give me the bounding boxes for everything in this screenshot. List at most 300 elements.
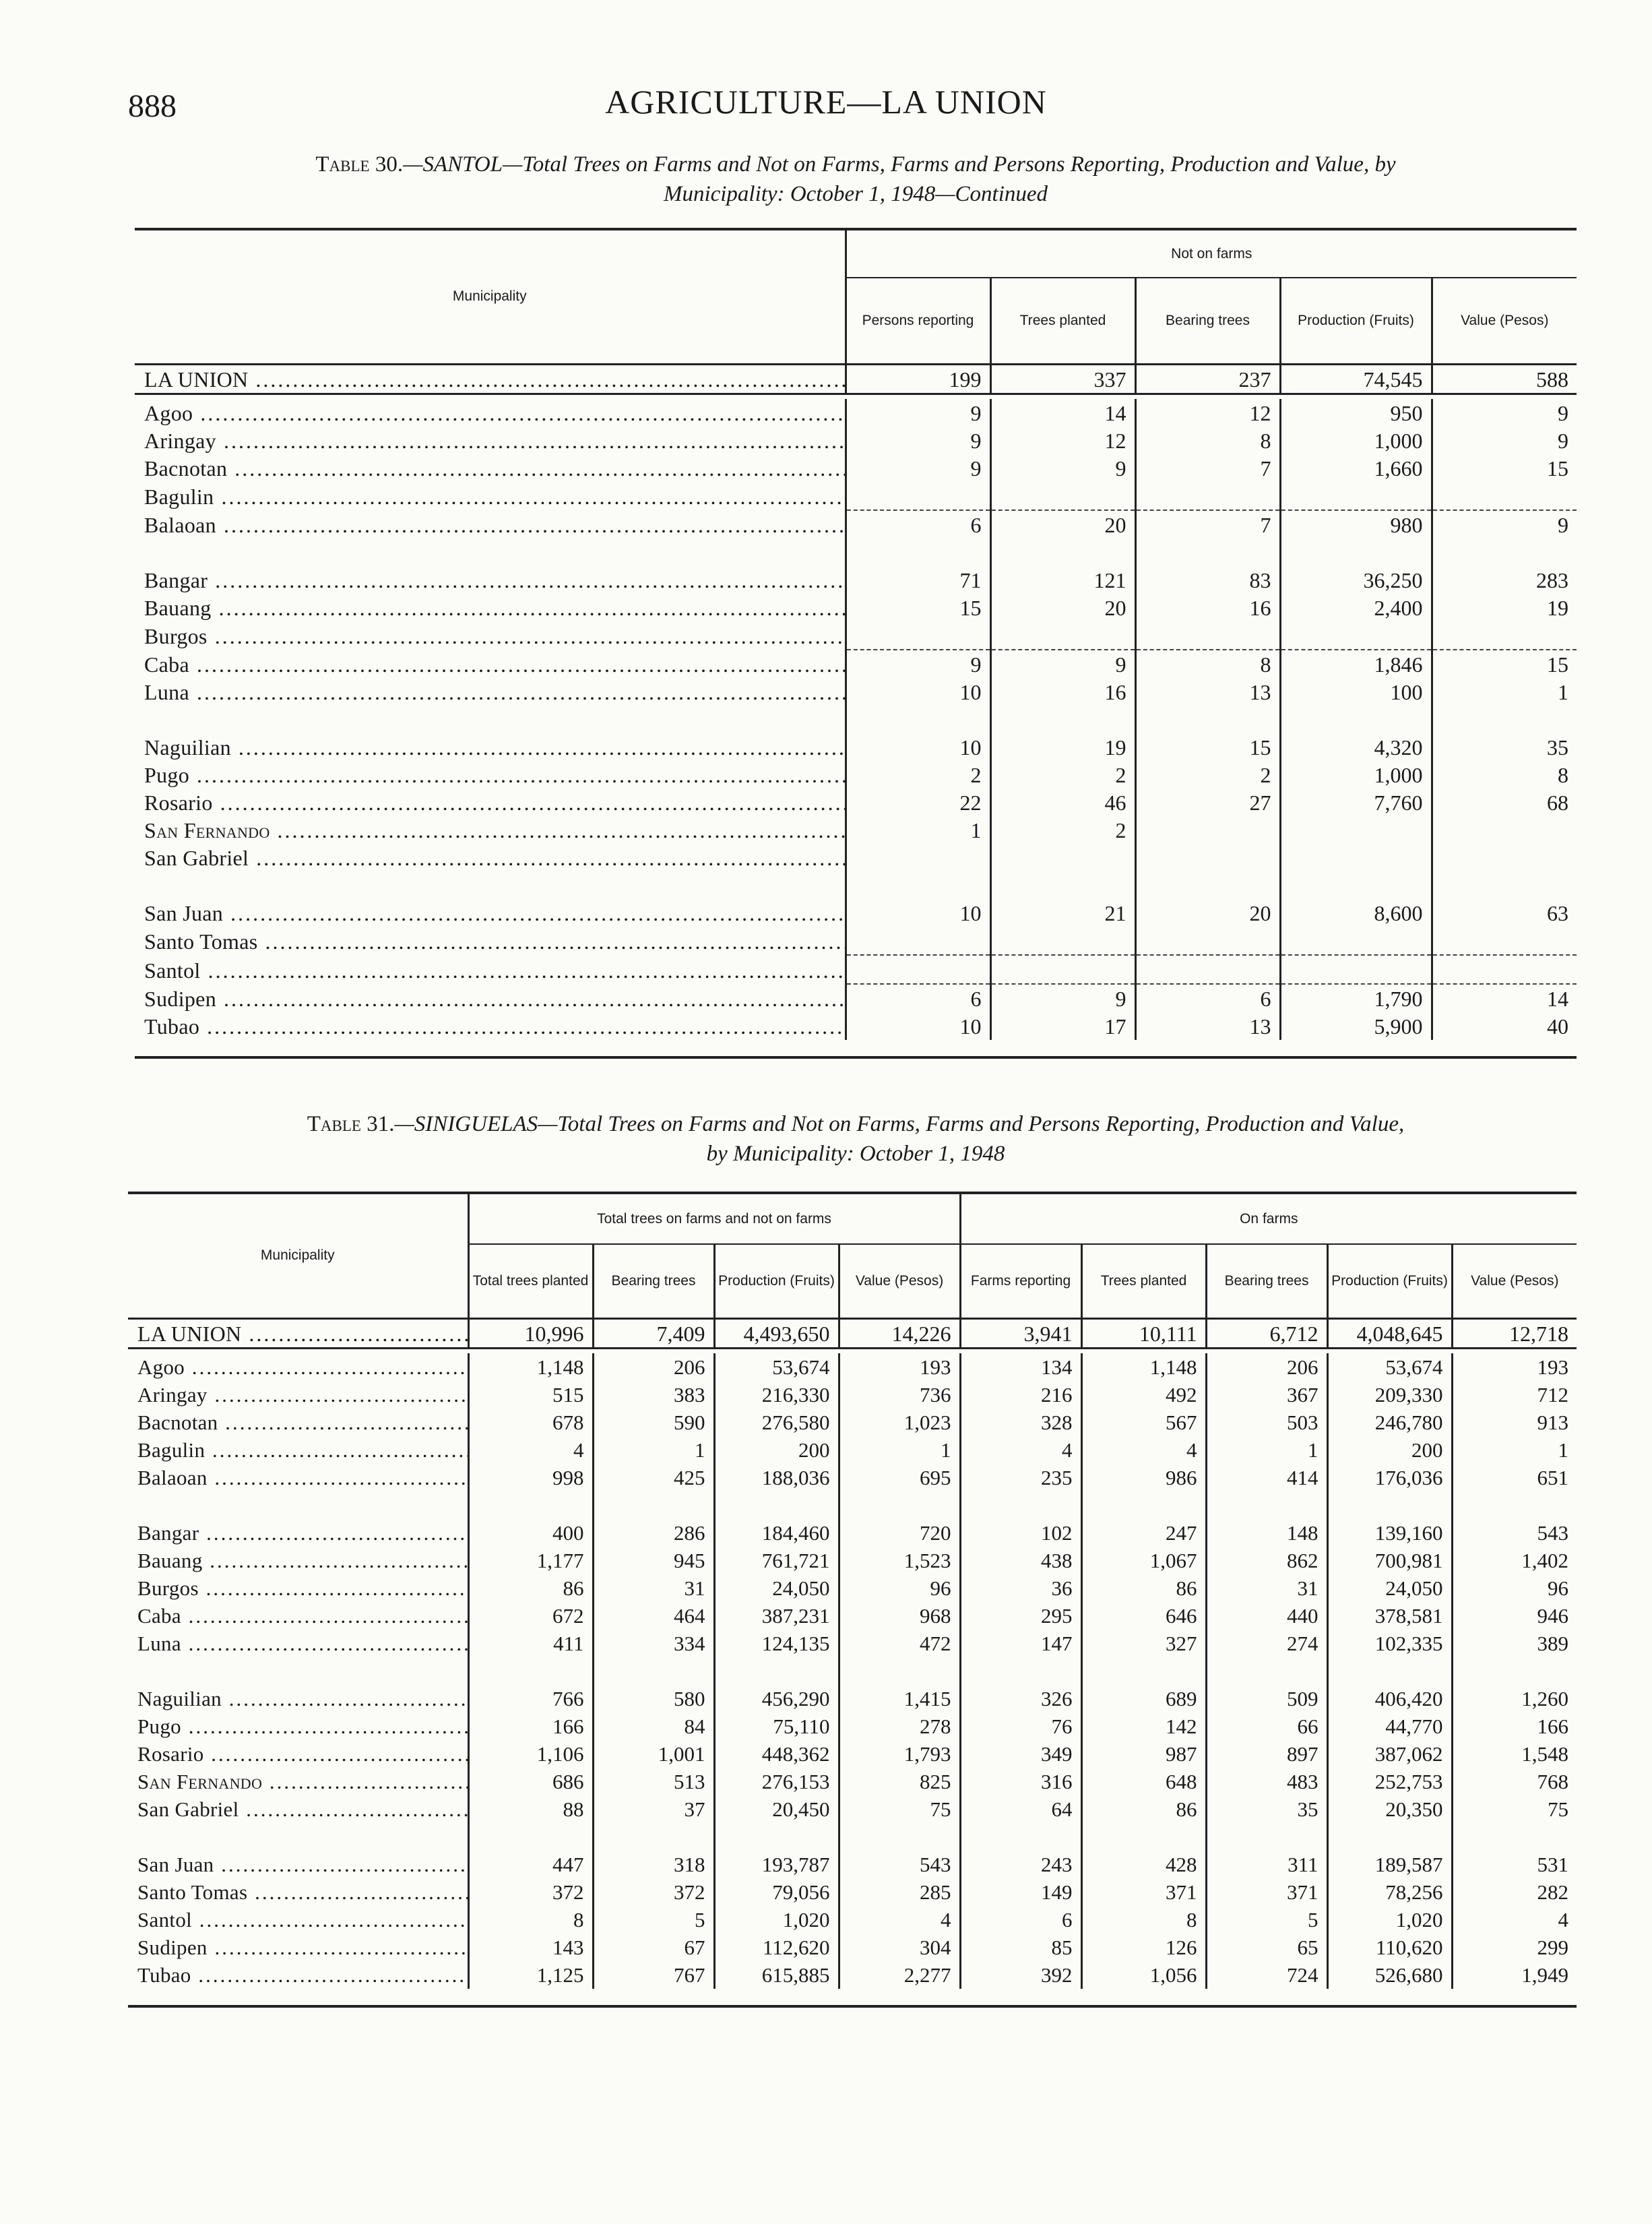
municipality-cell xyxy=(128,1630,468,1657)
value-cell xyxy=(846,482,990,510)
value-cell: 372 xyxy=(468,1878,593,1906)
value-cell: 371 xyxy=(1081,1878,1206,1906)
value-cell: 411 xyxy=(468,1630,593,1657)
municipality-cell xyxy=(128,1574,468,1602)
table-row xyxy=(128,1961,1577,1989)
table31-col-total-trees-planted: Total trees planted xyxy=(468,1244,593,1318)
value-cell xyxy=(846,621,990,650)
value-cell xyxy=(846,955,990,984)
table-row xyxy=(135,955,1577,984)
value-cell: 16 xyxy=(1135,594,1280,621)
value-cell: 21 xyxy=(990,899,1135,927)
value-cell: 1 xyxy=(839,1436,960,1464)
value-cell: 326 xyxy=(960,1685,1081,1712)
value-cell: 15 xyxy=(1432,650,1577,678)
spacer-cell xyxy=(1432,871,1577,899)
municipality-name-santo-tomas: Santo Tomas ..... xyxy=(137,1880,468,1904)
value-cell: 761,721 xyxy=(714,1547,839,1574)
value-cell: 64 xyxy=(960,1795,1081,1823)
value-cell: 142 xyxy=(1081,1712,1206,1740)
municipality-cell xyxy=(135,984,846,1012)
table31-body xyxy=(128,1318,1577,2006)
value-cell: 295 xyxy=(960,1602,1081,1630)
municipality-cell xyxy=(135,816,846,844)
table-row xyxy=(128,1768,1577,1795)
municipality-cell xyxy=(128,1961,468,1989)
table-end-rule xyxy=(135,1040,1577,1057)
table30-group-header: Not on farms xyxy=(846,229,1577,278)
value-cell: 2 xyxy=(1135,761,1280,789)
municipality-cell xyxy=(128,1685,468,1712)
value-cell: 672 xyxy=(468,1602,593,1630)
province-name: LA UNION ..... xyxy=(144,367,846,392)
table-row xyxy=(128,1851,1577,1878)
value-cell: 79,056 xyxy=(714,1878,839,1906)
municipality-name-bangar: Bangar ..... xyxy=(144,568,846,592)
value-cell xyxy=(1135,816,1280,844)
value-cell: 2 xyxy=(990,816,1135,844)
spacer-cell xyxy=(1452,1491,1577,1519)
value-cell: 67 xyxy=(593,1934,714,1961)
municipality-cell xyxy=(135,482,846,510)
municipality-name-tubao: Tubao ..... xyxy=(144,1014,846,1039)
value-cell: 526,680 xyxy=(1327,1961,1452,1989)
table-row xyxy=(128,1630,1577,1657)
value-cell: 14 xyxy=(1432,984,1577,1012)
value-cell: 588 xyxy=(1432,364,1577,394)
value-cell: 206 xyxy=(593,1353,714,1381)
value-cell: 14 xyxy=(990,399,1135,427)
value-cell: 36,250 xyxy=(1280,566,1432,594)
value-cell: 531 xyxy=(1452,1851,1577,1878)
total-rule xyxy=(135,394,1577,399)
value-cell: 447 xyxy=(468,1851,593,1878)
value-cell: 1,001 xyxy=(593,1740,714,1768)
municipality-cell xyxy=(128,1768,468,1795)
value-cell: 84 xyxy=(593,1712,714,1740)
value-cell: 8 xyxy=(468,1906,593,1934)
group-spacer xyxy=(135,871,1577,899)
value-cell: 53,674 xyxy=(1327,1353,1452,1381)
value-cell: 189,587 xyxy=(1327,1851,1452,1878)
value-cell: 998 xyxy=(468,1464,593,1491)
value-cell: 515 xyxy=(468,1381,593,1409)
table31-title-line2: by Municipality: October 1, 1948 xyxy=(706,1142,1005,1166)
value-cell: 9 xyxy=(990,650,1135,678)
municipality-name-santo-tomas: Santo Tomas ..... xyxy=(144,929,846,954)
value-cell: 124,135 xyxy=(714,1630,839,1657)
spacer-cell xyxy=(1081,1823,1206,1851)
table31-col-farm-trees-planted: Trees planted xyxy=(1081,1244,1206,1318)
table31 xyxy=(128,1192,1577,2008)
table-row xyxy=(128,1740,1577,1768)
value-cell: 367 xyxy=(1206,1381,1327,1409)
value-cell: 20,350 xyxy=(1327,1795,1452,1823)
value-cell: 22 xyxy=(846,789,990,816)
value-cell: 19 xyxy=(990,733,1135,761)
table30-total-row xyxy=(135,364,1577,394)
value-cell: 9 xyxy=(1432,427,1577,454)
table-row xyxy=(135,482,1577,510)
value-cell: 648 xyxy=(1081,1768,1206,1795)
value-cell: 9 xyxy=(846,399,990,427)
value-cell: 12 xyxy=(990,427,1135,454)
municipality-name-tubao: Tubao ..... xyxy=(137,1963,468,1987)
table31-title-line1: —SINIGUELAS—Total Trees on Farms and Not on Farms, Farms and Persons Reporting, Production and Value, xyxy=(394,1112,1405,1136)
value-cell: 4,048,645 xyxy=(1327,1318,1452,1348)
municipality-cell xyxy=(128,1602,468,1630)
value-cell: 247 xyxy=(1081,1519,1206,1547)
municipality-name-santol: Santol ..... xyxy=(144,958,846,983)
value-cell: 9 xyxy=(990,984,1135,1012)
value-cell: 8 xyxy=(1432,761,1577,789)
value-cell: 862 xyxy=(1206,1547,1327,1574)
group-spacer xyxy=(135,706,1577,733)
spacer-cell xyxy=(1432,706,1577,733)
value-cell: 1,056 xyxy=(1081,1961,1206,1989)
municipality-name-sudipen: Sudipen ..... xyxy=(137,1936,468,1959)
value-cell xyxy=(990,927,1135,955)
value-cell: 176,036 xyxy=(1327,1464,1452,1491)
table-row xyxy=(128,1685,1577,1712)
spacer-cell xyxy=(1280,538,1432,566)
spacer-cell xyxy=(839,1823,960,1851)
value-cell: 65 xyxy=(1206,1934,1327,1961)
value-cell: 440 xyxy=(1206,1602,1327,1630)
table-row xyxy=(128,1464,1577,1491)
value-cell: 148 xyxy=(1206,1519,1327,1547)
value-cell: 102 xyxy=(960,1519,1081,1547)
value-cell: 646 xyxy=(1081,1602,1206,1630)
value-cell: 736 xyxy=(839,1381,960,1409)
value-cell: 31 xyxy=(1206,1574,1327,1602)
value-cell: 2,400 xyxy=(1280,594,1432,621)
value-cell: 36 xyxy=(960,1574,1081,1602)
value-cell: 712 xyxy=(1452,1381,1577,1409)
municipality-cell xyxy=(135,621,846,650)
value-cell xyxy=(1432,816,1577,844)
value-cell: 1,106 xyxy=(468,1740,593,1768)
table-row xyxy=(128,1353,1577,1381)
municipality-name-bangar: Bangar ..... xyxy=(137,1521,468,1545)
value-cell: 110,620 xyxy=(1327,1934,1452,1961)
table-row xyxy=(128,1547,1577,1574)
value-cell: 13 xyxy=(1135,678,1280,706)
spacer-cell xyxy=(1206,1657,1327,1685)
spacer-cell xyxy=(1135,706,1280,733)
value-cell: 316 xyxy=(960,1768,1081,1795)
spacer-cell xyxy=(468,1823,593,1851)
value-cell: 15 xyxy=(1135,733,1280,761)
value-cell: 567 xyxy=(1081,1409,1206,1436)
spacer-cell xyxy=(839,1657,960,1685)
spacer-cell xyxy=(960,1491,1081,1519)
municipality-cell xyxy=(128,1878,468,1906)
value-cell: 7,409 xyxy=(593,1318,714,1348)
value-cell: 126 xyxy=(1081,1934,1206,1961)
value-cell: 209,330 xyxy=(1327,1381,1452,1409)
value-cell: 216,330 xyxy=(714,1381,839,1409)
value-cell: 14,226 xyxy=(839,1318,960,1348)
value-cell: 149 xyxy=(960,1878,1081,1906)
spacer-cell xyxy=(990,538,1135,566)
table-row xyxy=(135,789,1577,816)
value-cell: 456,290 xyxy=(714,1685,839,1712)
spacer-cell xyxy=(714,1657,839,1685)
spacer-cell xyxy=(1280,871,1432,899)
municipality-cell xyxy=(135,510,846,538)
value-cell: 425 xyxy=(593,1464,714,1491)
value-cell: 1,000 xyxy=(1280,427,1432,454)
value-cell: 766 xyxy=(468,1685,593,1712)
municipality-cell xyxy=(128,1353,468,1381)
value-cell: 188,036 xyxy=(714,1464,839,1491)
value-cell: 31 xyxy=(593,1574,714,1602)
value-cell: 9 xyxy=(1432,510,1577,538)
value-cell xyxy=(1280,621,1432,650)
municipality-name-rosario: Rosario ..... xyxy=(137,1742,468,1766)
table31-col-total-bearing-trees: Bearing trees xyxy=(593,1244,714,1318)
value-cell: 276,580 xyxy=(714,1409,839,1436)
table-row xyxy=(135,816,1577,844)
value-cell: 184,460 xyxy=(714,1519,839,1547)
value-cell: 1,790 xyxy=(1280,984,1432,1012)
table-row xyxy=(128,1574,1577,1602)
value-cell: 63 xyxy=(1432,899,1577,927)
table-row xyxy=(128,1436,1577,1464)
value-cell: 686 xyxy=(468,1768,593,1795)
municipality-name-san-gabriel: San Gabriel ..... xyxy=(137,1797,468,1821)
value-cell: 387,231 xyxy=(714,1602,839,1630)
table-row xyxy=(135,927,1577,955)
value-cell: 9 xyxy=(846,650,990,678)
table31-col-total-value: Value (Pesos) xyxy=(839,1244,960,1318)
spacer-cell xyxy=(135,871,846,899)
table-row xyxy=(128,1712,1577,1740)
value-cell: 328 xyxy=(960,1409,1081,1436)
municipality-cell xyxy=(135,733,846,761)
municipality-cell xyxy=(135,761,846,789)
value-cell: 6,712 xyxy=(1206,1318,1327,1348)
value-cell: 492 xyxy=(1081,1381,1206,1409)
value-cell: 68 xyxy=(1432,789,1577,816)
value-cell: 10 xyxy=(846,899,990,927)
spacer-cell xyxy=(128,1491,468,1519)
table30-col-production: Production (Fruits) xyxy=(1280,278,1432,364)
table30-col-bearing-trees: Bearing trees xyxy=(1135,278,1280,364)
municipality-cell xyxy=(135,650,846,678)
spacer-cell xyxy=(1452,1657,1577,1685)
value-cell: 274 xyxy=(1206,1630,1327,1657)
table-row xyxy=(135,761,1577,789)
table30 xyxy=(135,228,1577,1059)
value-cell: 166 xyxy=(468,1712,593,1740)
value-cell: 1,023 xyxy=(839,1409,960,1436)
value-cell: 15 xyxy=(1432,454,1577,482)
value-cell: 1,020 xyxy=(1327,1906,1452,1934)
value-cell: 285 xyxy=(839,1878,960,1906)
value-cell: 448,362 xyxy=(714,1740,839,1768)
value-cell: 74,545 xyxy=(1280,364,1432,394)
page-number: 888 xyxy=(128,88,177,124)
value-cell: 428 xyxy=(1081,1851,1206,1878)
municipality-name-san-juan: San Juan ..... xyxy=(144,901,846,925)
value-cell: 1,000 xyxy=(1280,761,1432,789)
value-cell: 1,846 xyxy=(1280,650,1432,678)
value-cell: 6 xyxy=(960,1906,1081,1934)
value-cell: 372 xyxy=(593,1878,714,1906)
table-row xyxy=(128,1878,1577,1906)
table31-col-municipality: Municipality xyxy=(128,1193,468,1318)
province-name: LA UNION ..... xyxy=(137,1322,468,1346)
table-row xyxy=(135,733,1577,761)
value-cell: 10,996 xyxy=(468,1318,593,1348)
table31-col-farm-value: Value (Pesos) xyxy=(1452,1244,1577,1318)
value-cell xyxy=(1135,844,1280,871)
municipality-cell xyxy=(128,1906,468,1934)
value-cell xyxy=(1280,955,1432,984)
value-cell: 1,260 xyxy=(1452,1685,1577,1712)
municipality-name-san-juan: San Juan ..... xyxy=(137,1853,468,1876)
spacer-cell xyxy=(593,1491,714,1519)
value-cell: 389 xyxy=(1452,1630,1577,1657)
municipality-name-san-fernando: San Fernando ..... xyxy=(137,1770,468,1793)
value-cell: 311 xyxy=(1206,1851,1327,1878)
value-cell xyxy=(1280,816,1432,844)
value-cell: 946 xyxy=(1452,1602,1577,1630)
value-cell: 282 xyxy=(1452,1878,1577,1906)
spacer-cell xyxy=(1081,1657,1206,1685)
municipality-name-bauang: Bauang ..... xyxy=(137,1549,468,1572)
value-cell: 286 xyxy=(593,1519,714,1547)
value-cell: 9 xyxy=(846,427,990,454)
municipality-name-agoo: Agoo ..... xyxy=(144,401,846,425)
municipality-cell xyxy=(128,1464,468,1491)
group-spacer xyxy=(128,1823,1577,1851)
value-cell: 383 xyxy=(593,1381,714,1409)
value-cell: 200 xyxy=(1327,1436,1452,1464)
table30-col-value: Value (Pesos) xyxy=(1432,278,1577,364)
table-row xyxy=(135,399,1577,427)
value-cell: 83 xyxy=(1135,566,1280,594)
value-cell: 44,770 xyxy=(1327,1712,1452,1740)
table-row xyxy=(135,1012,1577,1040)
value-cell: 13 xyxy=(1135,1012,1280,1040)
municipality-name-luna: Luna ..... xyxy=(137,1632,468,1655)
value-cell xyxy=(1135,621,1280,650)
table31-col-farm-bearing-trees: Bearing trees xyxy=(1206,1244,1327,1318)
municipality-name-pugo: Pugo ..... xyxy=(137,1715,468,1738)
value-cell: 580 xyxy=(593,1685,714,1712)
value-cell: 1,660 xyxy=(1280,454,1432,482)
value-cell: 4 xyxy=(1081,1436,1206,1464)
spacer-cell xyxy=(1135,871,1280,899)
value-cell: 46 xyxy=(990,789,1135,816)
value-cell: 16 xyxy=(990,678,1135,706)
municipality-name-bacnotan: Bacnotan ..... xyxy=(144,456,846,481)
value-cell: 10 xyxy=(846,1012,990,1040)
value-cell: 134 xyxy=(960,1353,1081,1381)
spacer-cell xyxy=(1081,1491,1206,1519)
value-cell: 71 xyxy=(846,566,990,594)
value-cell: 12 xyxy=(1135,399,1280,427)
value-cell: 100 xyxy=(1280,678,1432,706)
value-cell xyxy=(1432,621,1577,650)
value-cell: 20 xyxy=(990,510,1135,538)
value-cell: 112,620 xyxy=(714,1934,839,1961)
value-cell: 5 xyxy=(1206,1906,1327,1934)
value-cell: 1,020 xyxy=(714,1906,839,1934)
table31-col-total-production: Production (Fruits) xyxy=(714,1244,839,1318)
municipality-name-bauang: Bauang ..... xyxy=(144,596,846,620)
group-spacer xyxy=(135,538,1577,566)
value-cell: 75 xyxy=(1452,1795,1577,1823)
value-cell: 986 xyxy=(1081,1464,1206,1491)
table-row xyxy=(128,1519,1577,1547)
value-cell: 193,787 xyxy=(714,1851,839,1878)
value-cell: 9 xyxy=(846,454,990,482)
spacer-cell xyxy=(714,1491,839,1519)
municipality-name-santol: Santol ..... xyxy=(137,1908,468,1932)
value-cell: 78,256 xyxy=(1327,1878,1452,1906)
table-row xyxy=(128,1934,1577,1961)
table-row xyxy=(135,844,1577,871)
municipality-name-naguilian: Naguilian ..... xyxy=(137,1687,468,1710)
value-cell: 1 xyxy=(1432,678,1577,706)
spacer-cell xyxy=(990,706,1135,733)
value-cell: 276,153 xyxy=(714,1768,839,1795)
value-cell: 5,900 xyxy=(1280,1012,1432,1040)
municipality-cell xyxy=(135,844,846,871)
table30-body xyxy=(135,364,1577,1057)
value-cell: 35 xyxy=(1206,1795,1327,1823)
value-cell: 543 xyxy=(1452,1519,1577,1547)
value-cell: 438 xyxy=(960,1547,1081,1574)
value-cell: 509 xyxy=(1206,1685,1327,1712)
municipality-name-bagulin: Bagulin ..... xyxy=(137,1438,468,1462)
value-cell: 1 xyxy=(846,816,990,844)
municipality-name-bagulin: Bagulin ..... xyxy=(144,485,846,509)
value-cell xyxy=(1135,955,1280,984)
value-cell: 400 xyxy=(468,1519,593,1547)
value-cell: 8 xyxy=(1135,650,1280,678)
value-cell: 1,177 xyxy=(468,1547,593,1574)
table-row xyxy=(135,454,1577,482)
value-cell xyxy=(846,844,990,871)
value-cell: 4 xyxy=(1452,1906,1577,1934)
value-cell: 200 xyxy=(714,1436,839,1464)
value-cell: 913 xyxy=(1452,1409,1577,1436)
spacer-cell xyxy=(128,1657,468,1685)
value-cell: 237 xyxy=(1135,364,1280,394)
value-cell: 10 xyxy=(846,733,990,761)
value-cell: 3,941 xyxy=(960,1318,1081,1348)
municipality-cell xyxy=(135,927,846,955)
value-cell: 166 xyxy=(1452,1712,1577,1740)
value-cell xyxy=(1280,927,1432,955)
value-cell: 9 xyxy=(1432,399,1577,427)
municipality-cell xyxy=(135,427,846,454)
spacer-cell xyxy=(846,706,990,733)
value-cell: 7,760 xyxy=(1280,789,1432,816)
spacer-cell xyxy=(1206,1823,1327,1851)
value-cell: 371 xyxy=(1206,1878,1327,1906)
value-cell: 337 xyxy=(990,364,1135,394)
value-cell: 88 xyxy=(468,1795,593,1823)
value-cell: 96 xyxy=(839,1574,960,1602)
value-cell: 8 xyxy=(1135,427,1280,454)
spacer-cell xyxy=(1135,538,1280,566)
